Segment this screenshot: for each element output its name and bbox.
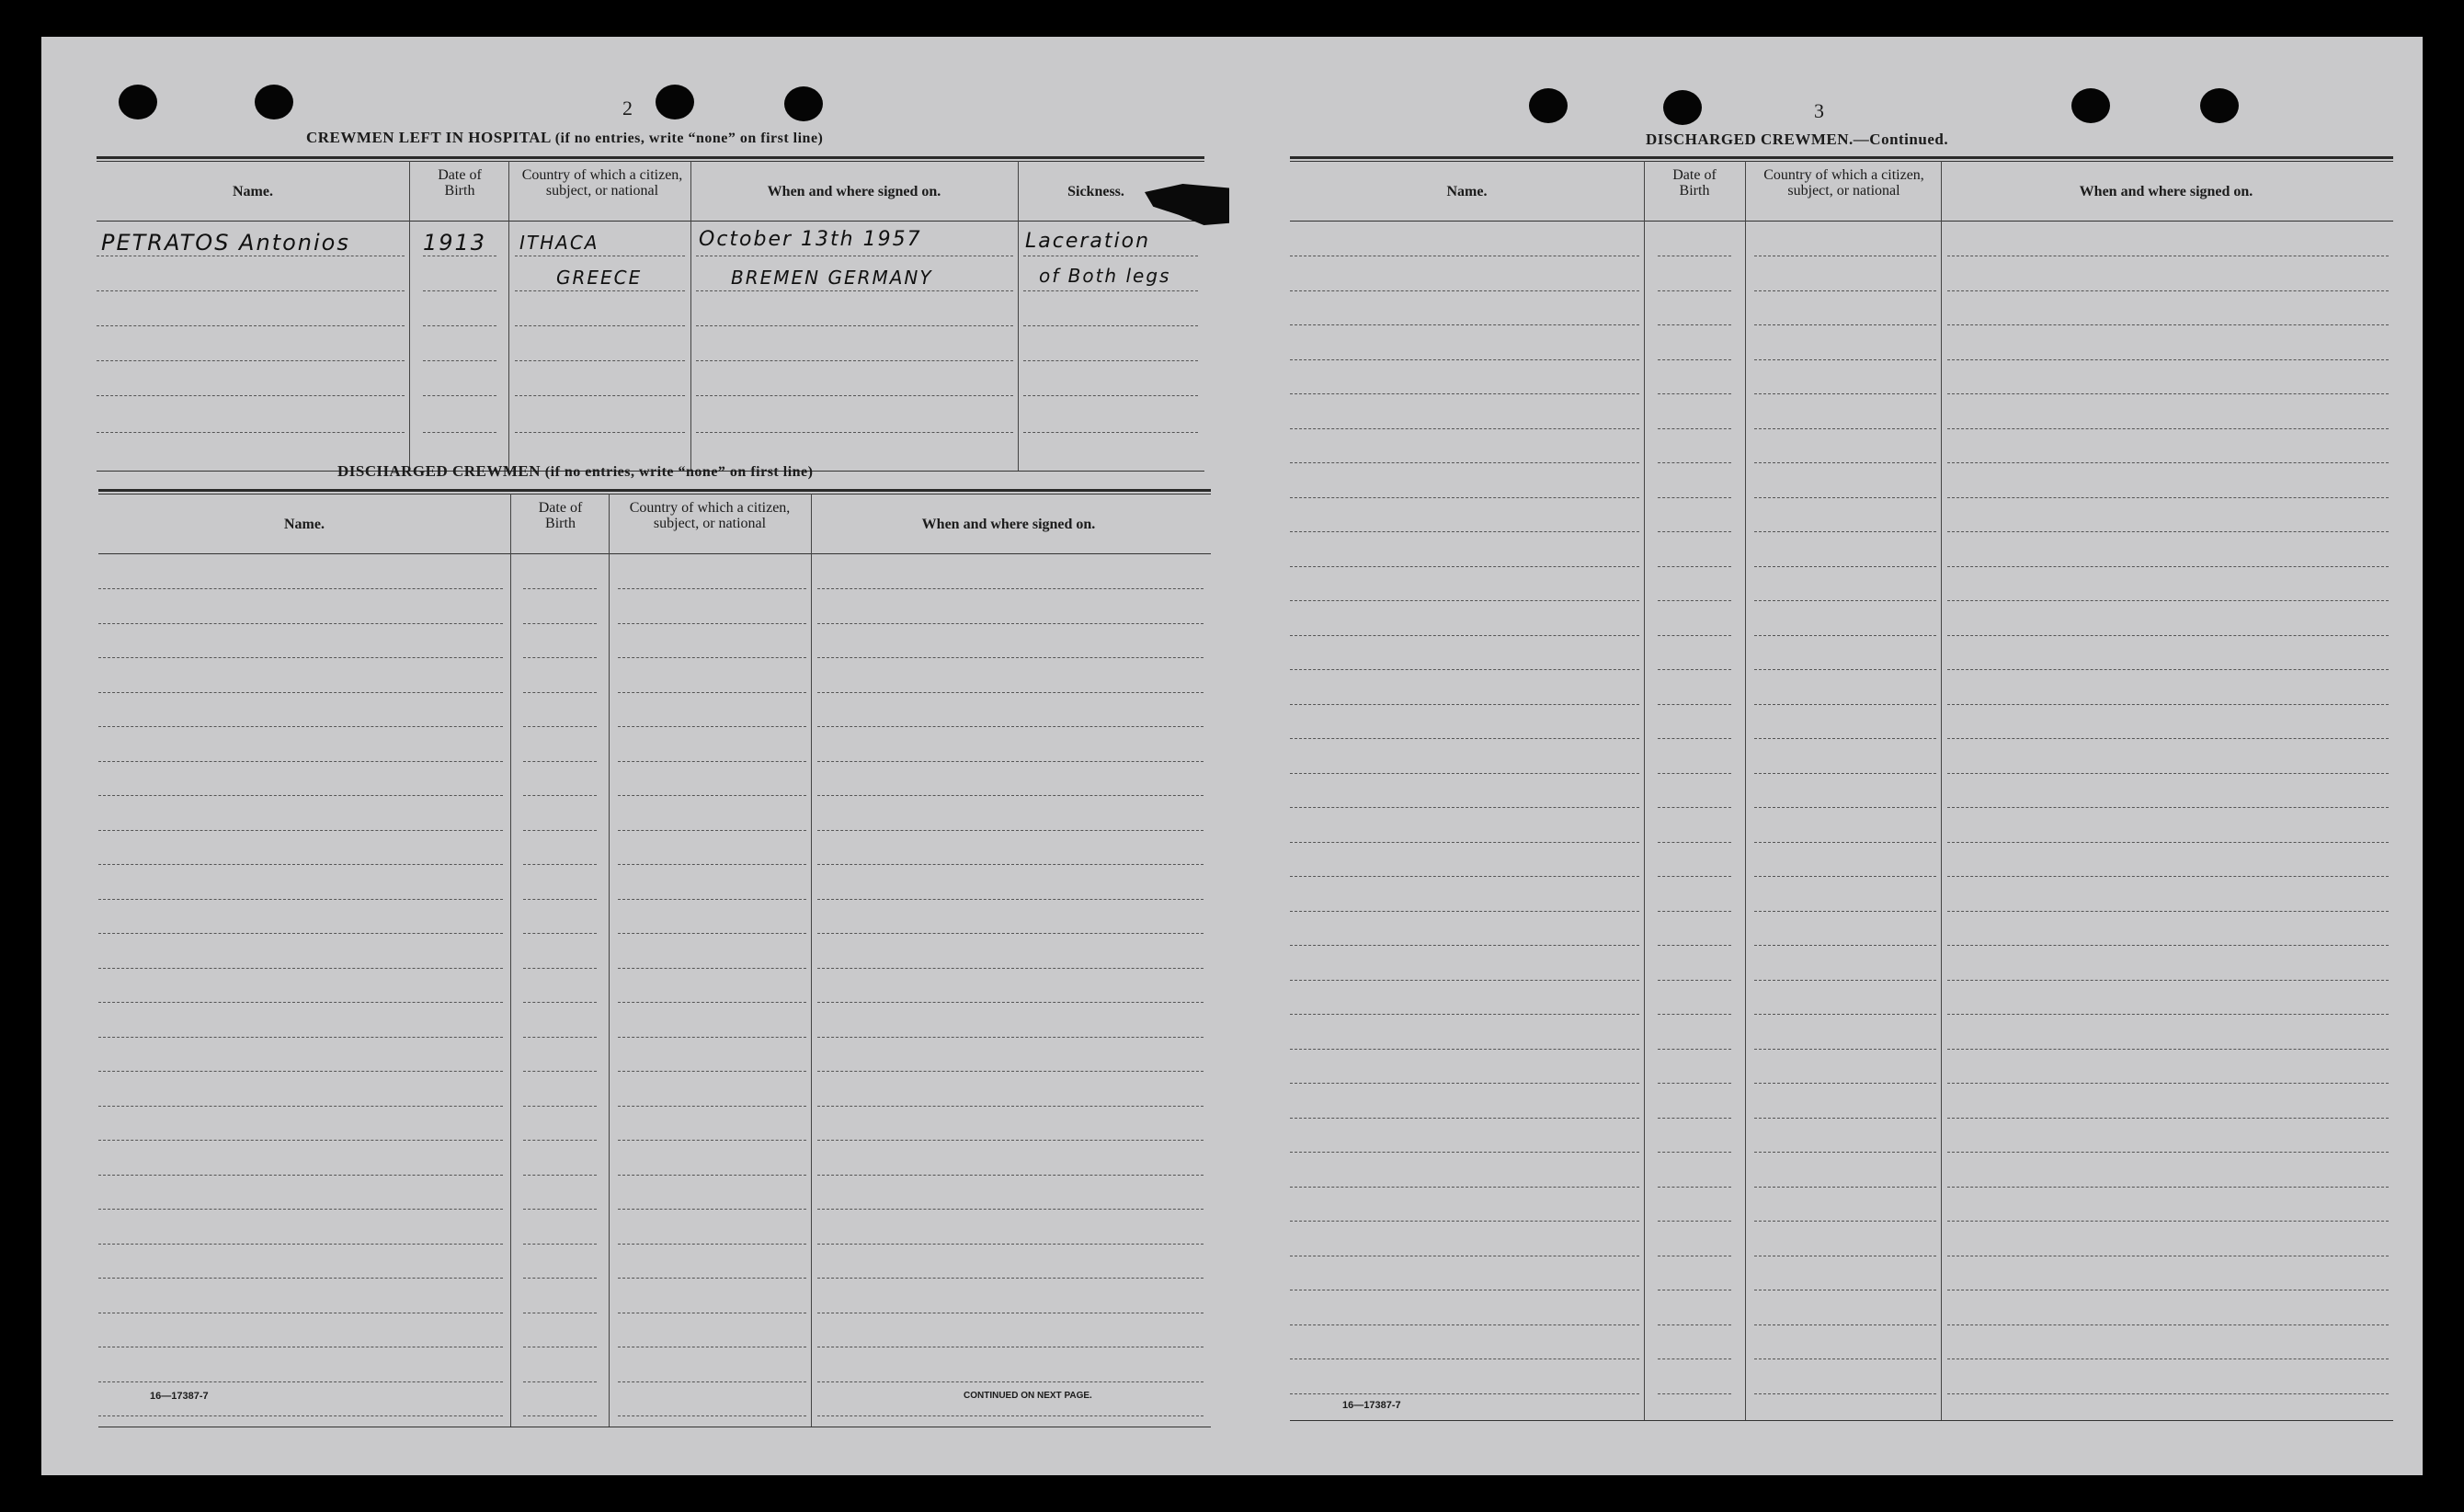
ruled-line <box>1658 773 1731 774</box>
ruled-line <box>1290 566 1639 567</box>
ruled-line <box>1290 531 1639 532</box>
ruled-line <box>98 588 503 589</box>
ruled-line <box>1754 738 1936 739</box>
ruled-line <box>1947 1324 2389 1325</box>
ruled-line <box>1947 842 2389 843</box>
ruled-line <box>1290 324 1639 325</box>
ruled-line <box>1947 773 2389 774</box>
hospital-title-text: CREWMEN LEFT IN HOSPITAL <box>306 129 551 146</box>
ruled-line <box>1754 359 1936 360</box>
ruled-line <box>1658 635 1731 636</box>
ruled-line <box>1947 359 2389 360</box>
ruled-line <box>1754 1324 1936 1325</box>
ruled-line <box>523 795 597 796</box>
entry-signed-on-line2: BREMEN GERMANY <box>731 267 933 289</box>
punch-hole <box>1529 88 1568 123</box>
ruled-line <box>618 795 806 796</box>
ruled-line <box>618 1002 806 1003</box>
ruled-line <box>817 1037 1203 1038</box>
ruled-line <box>1947 1083 2389 1084</box>
ruled-line <box>817 761 1203 762</box>
ruled-line <box>1658 911 1731 912</box>
ruled-line <box>523 1071 597 1072</box>
ruled-line <box>1290 1014 1639 1015</box>
discharged-table-right <box>1290 156 2393 1434</box>
ruled-line <box>1754 531 1936 532</box>
ruled-line <box>1290 1324 1639 1325</box>
ruled-line <box>98 761 503 762</box>
ruled-line <box>523 623 597 624</box>
discharged-title-note: (if no entries, write “none” on first line) <box>544 464 814 480</box>
continued-note: CONTINUED ON NEXT PAGE. <box>964 1391 1092 1401</box>
ruled-line <box>817 899 1203 900</box>
ruled-line <box>1658 497 1731 498</box>
ruled-line <box>523 1278 597 1279</box>
ruled-line <box>618 1140 806 1141</box>
ruled-line <box>523 830 597 831</box>
ruled-line <box>1290 359 1639 360</box>
ruled-line <box>1947 704 2389 705</box>
ruled-line <box>1754 635 1936 636</box>
ruled-line <box>1658 876 1731 877</box>
ruled-line <box>817 1071 1203 1072</box>
ruled-line <box>523 657 597 658</box>
ruled-line <box>523 1209 597 1210</box>
ruled-line <box>1754 669 1936 670</box>
ruled-line <box>98 657 503 658</box>
ruled-line <box>817 830 1203 831</box>
ruled-line <box>1658 1221 1731 1222</box>
ruled-line <box>98 1381 503 1382</box>
ruled-line <box>98 726 503 727</box>
discharged-table-left <box>98 489 1211 1436</box>
ruled-line <box>98 1278 503 1279</box>
ruled-line <box>1947 531 2389 532</box>
ruled-line <box>618 968 806 969</box>
hospital-section-title <box>306 129 823 147</box>
ruled-line <box>618 899 806 900</box>
ruled-line <box>523 864 597 865</box>
ruled-line <box>618 1071 806 1072</box>
ruled-line <box>1290 1393 1639 1394</box>
ruled-line <box>1290 1221 1639 1222</box>
ruled-line <box>1290 290 1639 291</box>
ruled-line <box>1290 980 1639 981</box>
ruled-line <box>98 1106 503 1107</box>
ruled-line <box>1290 1187 1639 1188</box>
ruled-line <box>1658 324 1731 325</box>
ruled-line <box>523 933 597 934</box>
ruled-line <box>618 726 806 727</box>
ruled-line <box>618 1209 806 1210</box>
ruled-line <box>523 692 597 693</box>
ruled-line <box>1658 669 1731 670</box>
ruled-line <box>1658 807 1731 808</box>
ruled-line <box>98 968 503 969</box>
ruled-line <box>1947 1014 2389 1015</box>
hospital-table <box>97 156 1204 478</box>
hospital-title-note: (if no entries, write “none” on first line) <box>554 131 824 146</box>
ruled-line <box>817 864 1203 865</box>
ruled-line <box>1947 669 2389 670</box>
ruled-line <box>1658 428 1731 429</box>
ruled-line <box>618 1278 806 1279</box>
punch-hole <box>255 85 293 119</box>
ruled-line <box>618 588 806 589</box>
ruled-line <box>523 1037 597 1038</box>
discharged-title-text: DISCHARGED CREWMEN <box>337 462 542 480</box>
ruled-line <box>618 1037 806 1038</box>
ruled-line <box>618 830 806 831</box>
ruled-line <box>1754 290 1936 291</box>
ruled-line <box>1947 1393 2389 1394</box>
ruled-line <box>523 1381 597 1382</box>
ruled-line <box>1947 1049 2389 1050</box>
ruled-line <box>98 864 503 865</box>
page-number-right: 3 <box>1814 99 1824 122</box>
ruled-line <box>1754 324 1936 325</box>
ruled-line <box>98 1209 503 1210</box>
ruled-line <box>1754 566 1936 567</box>
ruled-line <box>1290 669 1639 670</box>
ruled-line <box>1290 600 1639 601</box>
ruled-line <box>1754 428 1936 429</box>
ruled-line <box>1947 980 2389 981</box>
ruled-line <box>1947 393 2389 394</box>
ruled-line <box>817 795 1203 796</box>
ruled-line <box>1947 600 2389 601</box>
ruled-line <box>817 692 1203 693</box>
ruled-line <box>98 1175 503 1176</box>
ruled-line <box>1658 600 1731 601</box>
ruled-line <box>1754 1187 1936 1188</box>
ruled-line <box>1658 945 1731 946</box>
ruled-line <box>1947 876 2389 877</box>
ruled-line <box>1290 876 1639 877</box>
ruled-line <box>1658 462 1731 463</box>
ruled-line <box>98 933 503 934</box>
ruled-line <box>98 1002 503 1003</box>
ruled-line <box>523 726 597 727</box>
hospital-header-dob: Date of Birth <box>438 167 482 199</box>
punch-hole <box>1663 90 1702 125</box>
ruled-line <box>523 1140 597 1141</box>
ruled-line <box>817 1140 1203 1141</box>
ruled-line <box>1754 876 1936 877</box>
ruled-line <box>618 1106 806 1107</box>
ruled-line <box>1290 462 1639 463</box>
ruled-line <box>1754 773 1936 774</box>
ruled-line <box>1290 635 1639 636</box>
ruled-line <box>1947 945 2389 946</box>
ruled-line <box>618 1381 806 1382</box>
ruled-line <box>817 588 1203 589</box>
ruled-line <box>817 1106 1203 1107</box>
ruled-line <box>817 657 1203 658</box>
ruled-line <box>817 1244 1203 1245</box>
ruled-line <box>1947 290 2389 291</box>
ruled-line <box>1754 1152 1936 1153</box>
ruled-line <box>523 1244 597 1245</box>
right-header-signed-on: When and where signed on. <box>2079 184 2253 199</box>
ruled-line <box>98 1037 503 1038</box>
right-header-country: Country of which a citizen, subject, or national <box>1763 167 1924 199</box>
ruled-line <box>523 588 597 589</box>
ruled-line <box>523 968 597 969</box>
ruled-line <box>1658 1152 1731 1153</box>
ruled-line <box>1658 704 1731 705</box>
ruled-line <box>1947 807 2389 808</box>
ruled-line <box>817 1209 1203 1210</box>
ruled-line <box>1754 393 1936 394</box>
ruled-line <box>1754 807 1936 808</box>
entry-sickness-line2: of Both legs <box>1039 265 1171 287</box>
ruled-line <box>1658 1393 1731 1394</box>
ruled-line <box>523 761 597 762</box>
discharged-header-name: Name. <box>284 517 325 532</box>
form-number-left: 16—17387-7 <box>150 1391 209 1402</box>
ruled-line <box>1754 1221 1936 1222</box>
ruled-line <box>1290 1118 1639 1119</box>
ruled-line <box>1290 704 1639 705</box>
ruled-line <box>1658 359 1731 360</box>
discharged-header-dob: Date of Birth <box>538 500 583 531</box>
ruled-line <box>817 1381 1203 1382</box>
ruled-line <box>1290 1083 1639 1084</box>
ruled-line <box>1947 635 2389 636</box>
ruled-line <box>1754 1118 1936 1119</box>
ruled-line <box>618 692 806 693</box>
ruled-line <box>523 1106 597 1107</box>
ruled-line <box>523 1175 597 1176</box>
ruled-line <box>1290 738 1639 739</box>
discharged-continued-title: DISCHARGED CREWMEN.—Continued. <box>1646 131 1949 148</box>
discharged-header-signed-on: When and where signed on. <box>921 517 1096 532</box>
ruled-line <box>98 899 503 900</box>
ruled-line <box>1658 842 1731 843</box>
ruled-line <box>1947 1152 2389 1153</box>
entry-dob: 1913 <box>423 230 487 256</box>
hospital-header-sickness: Sickness. <box>1067 184 1124 199</box>
ruled-line <box>1658 531 1731 532</box>
ruled-line <box>523 899 597 900</box>
ruled-line <box>98 1244 503 1245</box>
ruled-line <box>98 1071 503 1072</box>
discharged-section-title <box>337 462 813 481</box>
ruled-line <box>1658 1187 1731 1188</box>
ruled-line <box>1754 1049 1936 1050</box>
ruled-line <box>1754 945 1936 946</box>
ruled-line <box>1290 945 1639 946</box>
ruled-line <box>1947 911 2389 912</box>
ruled-line <box>1290 393 1639 394</box>
ruled-line <box>618 623 806 624</box>
ruled-line <box>1290 842 1639 843</box>
ruled-line <box>1947 1221 2389 1222</box>
page-number-left: 2 <box>622 97 633 119</box>
ruled-line <box>1658 1324 1731 1325</box>
ruled-line <box>817 623 1203 624</box>
ruled-line <box>1290 1049 1639 1050</box>
ruled-line <box>817 1175 1203 1176</box>
ruled-line <box>1658 1083 1731 1084</box>
ruled-line <box>1658 290 1731 291</box>
ruled-line <box>1947 428 2389 429</box>
ruled-line <box>1947 1187 2389 1188</box>
hospital-header-country: Country of which a citizen, subject, or national <box>521 167 683 199</box>
entry-name: PETRATOS Antonios <box>101 230 350 256</box>
ruled-line <box>1947 462 2389 463</box>
ruled-line <box>98 1140 503 1141</box>
ruled-line <box>618 864 806 865</box>
ruled-line <box>1658 980 1731 981</box>
punch-hole <box>656 85 694 119</box>
ruled-line <box>618 1415 806 1416</box>
ruled-line <box>618 933 806 934</box>
document-sheet <box>41 37 2423 1475</box>
ruled-line <box>1754 1393 1936 1394</box>
ruled-line <box>1754 911 1936 912</box>
ruled-line <box>1290 773 1639 774</box>
ruled-line <box>1290 428 1639 429</box>
ruled-line <box>1658 1014 1731 1015</box>
ruled-line <box>523 1415 597 1416</box>
entry-country-line2: GREECE <box>556 267 643 289</box>
ruled-line <box>98 692 503 693</box>
right-header-dob: Date of Birth <box>1672 167 1717 199</box>
ruled-line <box>1947 1118 2389 1119</box>
ruled-line <box>1754 980 1936 981</box>
ruled-line <box>1754 462 1936 463</box>
ruled-line <box>1658 1118 1731 1119</box>
ruled-line <box>1290 1152 1639 1153</box>
ruled-line <box>98 830 503 831</box>
ruled-line <box>1754 1083 1936 1084</box>
ruled-line <box>618 761 806 762</box>
ruled-line <box>1947 566 2389 567</box>
punch-hole <box>784 86 823 121</box>
punch-hole <box>119 85 157 119</box>
ruled-line <box>817 968 1203 969</box>
ruled-line <box>817 1002 1203 1003</box>
ruled-line <box>1658 738 1731 739</box>
ruled-line <box>1754 704 1936 705</box>
punch-hole <box>2071 88 2110 123</box>
ruled-line <box>1754 600 1936 601</box>
ruled-line <box>817 933 1203 934</box>
ruled-line <box>1754 842 1936 843</box>
ruled-line <box>1290 497 1639 498</box>
ruled-line <box>1658 566 1731 567</box>
ruled-line <box>618 1244 806 1245</box>
ruled-line <box>1947 738 2389 739</box>
ruled-line <box>618 1175 806 1176</box>
ruled-line <box>817 1278 1203 1279</box>
entry-sickness-line1: Laceration <box>1025 230 1151 253</box>
form-number-right: 16—17387-7 <box>1342 1400 1401 1411</box>
ruled-line <box>1947 497 2389 498</box>
ruled-line <box>523 1002 597 1003</box>
ruled-line <box>817 726 1203 727</box>
discharged-header-country: Country of which a citizen, subject, or national <box>629 500 791 531</box>
hospital-header-name: Name. <box>233 184 273 199</box>
hospital-header-signed-on: When and where signed on. <box>767 184 941 199</box>
ruled-line <box>1290 911 1639 912</box>
ruled-line <box>1290 807 1639 808</box>
punch-hole <box>2200 88 2239 123</box>
ruled-line <box>1754 497 1936 498</box>
ruled-line <box>98 1415 503 1416</box>
ruled-line <box>618 657 806 658</box>
ruled-line <box>817 1415 1203 1416</box>
entry-country-line1: ITHACA <box>519 232 599 254</box>
ruled-line <box>98 795 503 796</box>
ruled-line <box>1754 1014 1936 1015</box>
ruled-line <box>1658 393 1731 394</box>
ruled-line <box>98 623 503 624</box>
right-header-name: Name. <box>1446 184 1488 199</box>
entry-signed-on-line1: October 13th 1957 <box>699 228 922 251</box>
ruled-line <box>1658 1049 1731 1050</box>
ruled-line <box>1947 324 2389 325</box>
